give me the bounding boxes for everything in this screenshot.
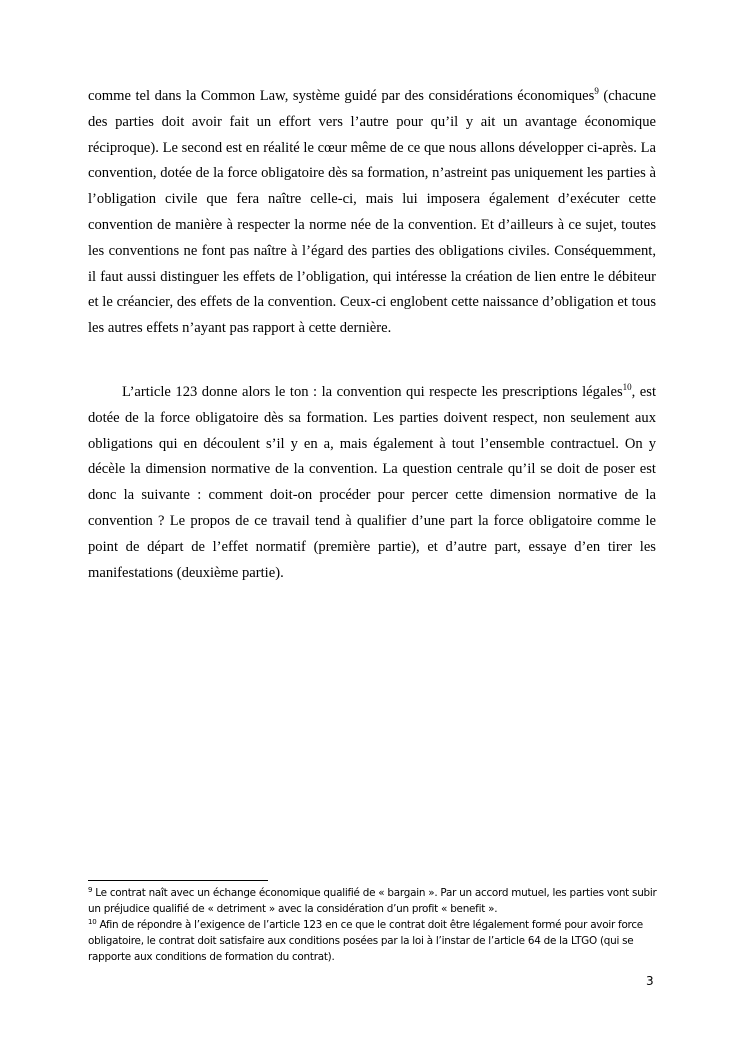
footnote-ref-9[interactable]: 9 xyxy=(594,86,599,96)
paragraph-1-text-end: (chacune des parties doit avoir fait un effort vers l’autre pour qu’il y ait un avantage économique réciproque). Le second est en réalité le cœur même de ce que nous allons développer ci-après. La convention, dotée de la force obligatoire dès sa formation, n’astreint pas uniquement les parties à l’obligation civile que fera naître celle-ci, mais lui imposera également d’exécuter cette convention de manière à respecter la norme née de la convention. Et d’ailleurs à ce sujet, toutes les conventions ne font pas naître à l’égard des parties des obligations civiles. Conséquemment, il faut aussi distinguer les effets de l’obligation, qui intéresse la création de lien entre le débiteur et le créancier, des effets de la convention. Ceux-ci englobent cette naissance d’obligation et tous les autres effets n’ayant pas rapport à cette dernière. xyxy=(88,88,656,337)
footnote-text: Le contrat naît avec un échange économique qualifié de « bargain ». Par un accord mutuel, les parties vont subir un préjudice qualifié de « detriment » avec la considération d’un profit « benefit ». xyxy=(88,887,657,915)
footnote-9 xyxy=(88,885,658,917)
paragraph-2-text-start: L’article 123 donne alors le ton : la convention qui respecte les prescriptions légales xyxy=(122,384,623,400)
footnote-number: 10 xyxy=(88,918,97,926)
footnote-text: Afin de répondre à l’exigence de l’article 123 en ce que le contrat doit être légalement formé pour avoir force obligatoire, le contrat doit satisfaire aux conditions posées par la loi à l’instar de l’article 64 de la LTGO (qui se rapporte aux conditions de formation du contrat). xyxy=(88,919,643,963)
paragraph-1-text-start: comme tel dans la Common Law, système guidé par des considérations économiques xyxy=(88,88,595,104)
footnote-separator xyxy=(88,880,268,881)
footnote-10 xyxy=(88,917,658,965)
body-paragraph-2 xyxy=(88,380,656,586)
footnotes xyxy=(88,885,658,965)
body-paragraph-1 xyxy=(88,84,656,342)
page-number: 3 xyxy=(646,974,654,988)
footnote-ref-10[interactable]: 10 xyxy=(622,382,632,392)
paragraph-2-text-end: , est dotée de la force obligatoire dès sa formation. Les parties doivent respect, non seulement aux obligations qui en découlent s’il y en a, mais également à tout l’ensemble contractuel. On y décèle la dimension normative de la convention. La question centrale qu’il se doit de poser est donc la suivante : comment doit-on procéder pour percer cette dimension normative de la convention ? Le propos de ce travail tend à qualifier d’une part la force obligatoire comme le point de départ de l’effet normatif (première partie), et d’autre part, essaye d’en tirer les manifestations (deuxième partie). xyxy=(88,384,656,581)
footnote-number: 9 xyxy=(88,886,93,894)
